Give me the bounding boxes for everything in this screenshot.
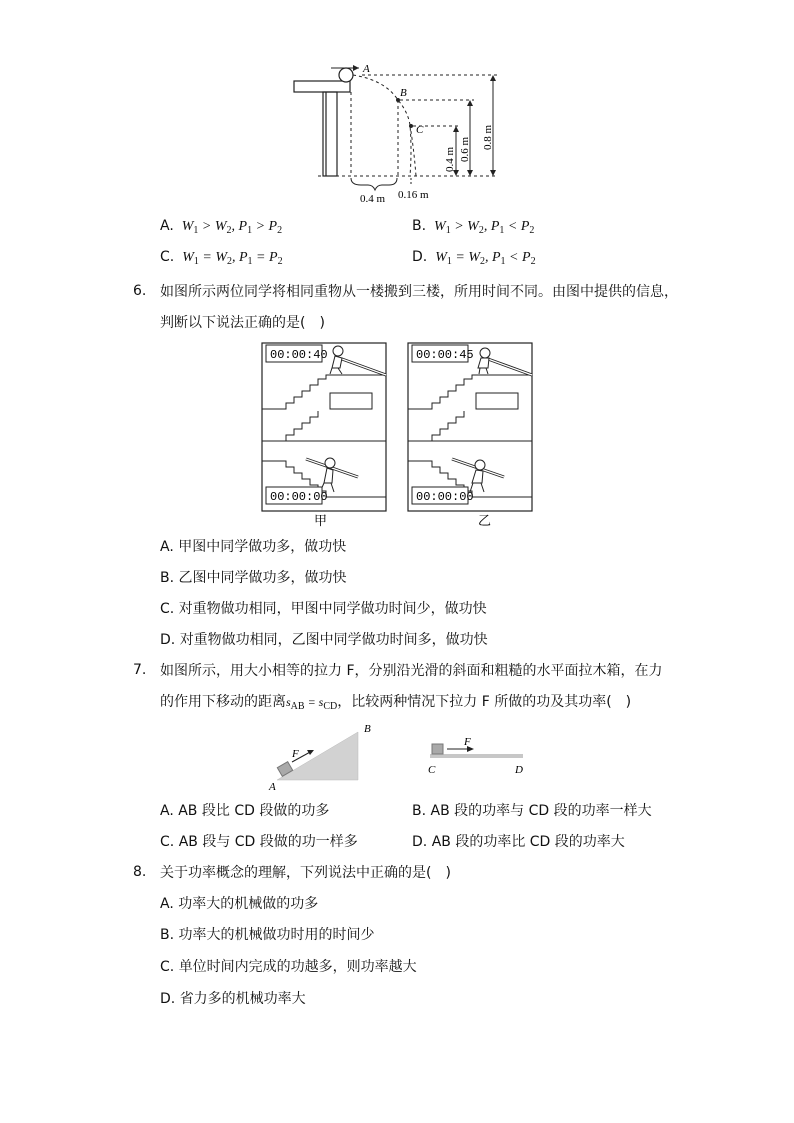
q8-number: 8. xyxy=(133,864,147,880)
q6-option-C[interactable]: C. 对重物做功相同，甲图中同学做功时间少，做功快 xyxy=(160,601,487,617)
caption-right: 乙 xyxy=(478,514,492,529)
label-B-incline: B xyxy=(364,723,371,735)
q8-option-D[interactable]: D. 省力多的机械功率大 xyxy=(160,991,306,1007)
q7-option-B[interactable]: B. AB 段的功率与 CD 段的功率一样大 xyxy=(412,803,652,819)
box-on-flat xyxy=(432,744,443,754)
q6-option-B[interactable]: B. 乙图中同学做功多，做功快 xyxy=(160,570,347,586)
label-C: C xyxy=(416,124,424,136)
label-B: B xyxy=(400,87,407,99)
dim-0.16m-width: 0.16 m xyxy=(398,189,429,201)
q7-stem-line2: 的作用下移动的距离$s_{AB} = s_{CD}$，比较两种情况下拉力 F 所做的功及其功率( ) xyxy=(160,694,632,712)
label-A-incline: A xyxy=(269,781,276,793)
q8-option-A[interactable]: A. 功率大的机械做的功多 xyxy=(160,896,319,912)
point-C xyxy=(409,124,413,128)
q7-option-D[interactable]: D. AB 段的功率比 CD 段的功率大 xyxy=(412,834,625,850)
q5-option-C[interactable]: C. $W_1 = W_2$, $P_1 = P_2$ xyxy=(160,249,283,267)
q6-stem-line2: 判断以下说法正确的是( ) xyxy=(160,315,325,331)
dim-0.4m: 0.4 m xyxy=(444,146,456,172)
incline-figure xyxy=(0,720,794,793)
q6-option-D[interactable]: D. 对重物做功相同，乙图中同学做功时间多，做功快 xyxy=(160,632,488,648)
time-right-bottom: 00:00:00 xyxy=(416,490,474,504)
q5-option-B[interactable]: B. $W_1 > W_2$, $P_1 < P_2$ xyxy=(412,218,535,236)
time-right-top: 00:00:45 xyxy=(416,348,474,362)
q6-option-A[interactable]: A. 甲图中同学做功多，做功快 xyxy=(160,539,347,555)
ball xyxy=(339,68,353,82)
trajectory-figure xyxy=(0,0,794,215)
time-left-bottom: 00:00:00 xyxy=(270,490,328,504)
width-brace xyxy=(351,178,397,190)
q7-option-C[interactable]: C. AB 段与 CD 段做的功一样多 xyxy=(160,834,358,850)
label-D-flat: D xyxy=(515,764,523,776)
dim-0.8m: 0.8 m xyxy=(482,124,494,150)
flat-surface xyxy=(430,754,523,758)
label-F2: F xyxy=(464,736,471,748)
q5-option-D[interactable]: D. $W_1 = W_2$, $P_1 < P_2$ xyxy=(412,249,536,267)
stairs-figure xyxy=(0,340,794,540)
q7-stem-line1: 如图所示，用大小相等的拉力 F，分别沿光滑的斜面和粗糙的水平面拉木箱，在力 xyxy=(160,663,663,679)
label-C-flat: C xyxy=(428,764,436,776)
q8-stem: 关于功率概念的理解，下列说法中正确的是( ) xyxy=(160,865,451,881)
q6-stem-line1: 如图所示两位同学将相同重物从一楼搬到三楼，所用时间不同。由图中提供的信息， xyxy=(160,284,678,300)
dim-0.6m: 0.6 m xyxy=(459,136,471,162)
q7-option-A[interactable]: A. AB 段比 CD 段做的功多 xyxy=(160,803,330,819)
dim-0.4m-width: 0.4 m xyxy=(360,193,386,205)
time-left-top: 00:00:40 xyxy=(270,348,328,362)
caption-left: 甲 xyxy=(314,514,328,529)
q7-number: 7. xyxy=(133,662,147,678)
q8-option-C[interactable]: C. 单位时间内完成的功越多，则功率越大 xyxy=(160,959,417,975)
label-A: A xyxy=(363,63,370,75)
q5-option-A[interactable]: A. $W_1 > W_2$, $P_1 > P_2$ xyxy=(160,218,283,236)
q8-option-B[interactable]: B. 功率大的机械做功时用的时间少 xyxy=(160,927,375,943)
table-drawing xyxy=(294,81,350,176)
label-F1: F xyxy=(292,748,299,760)
q6-number: 6. xyxy=(133,283,147,299)
